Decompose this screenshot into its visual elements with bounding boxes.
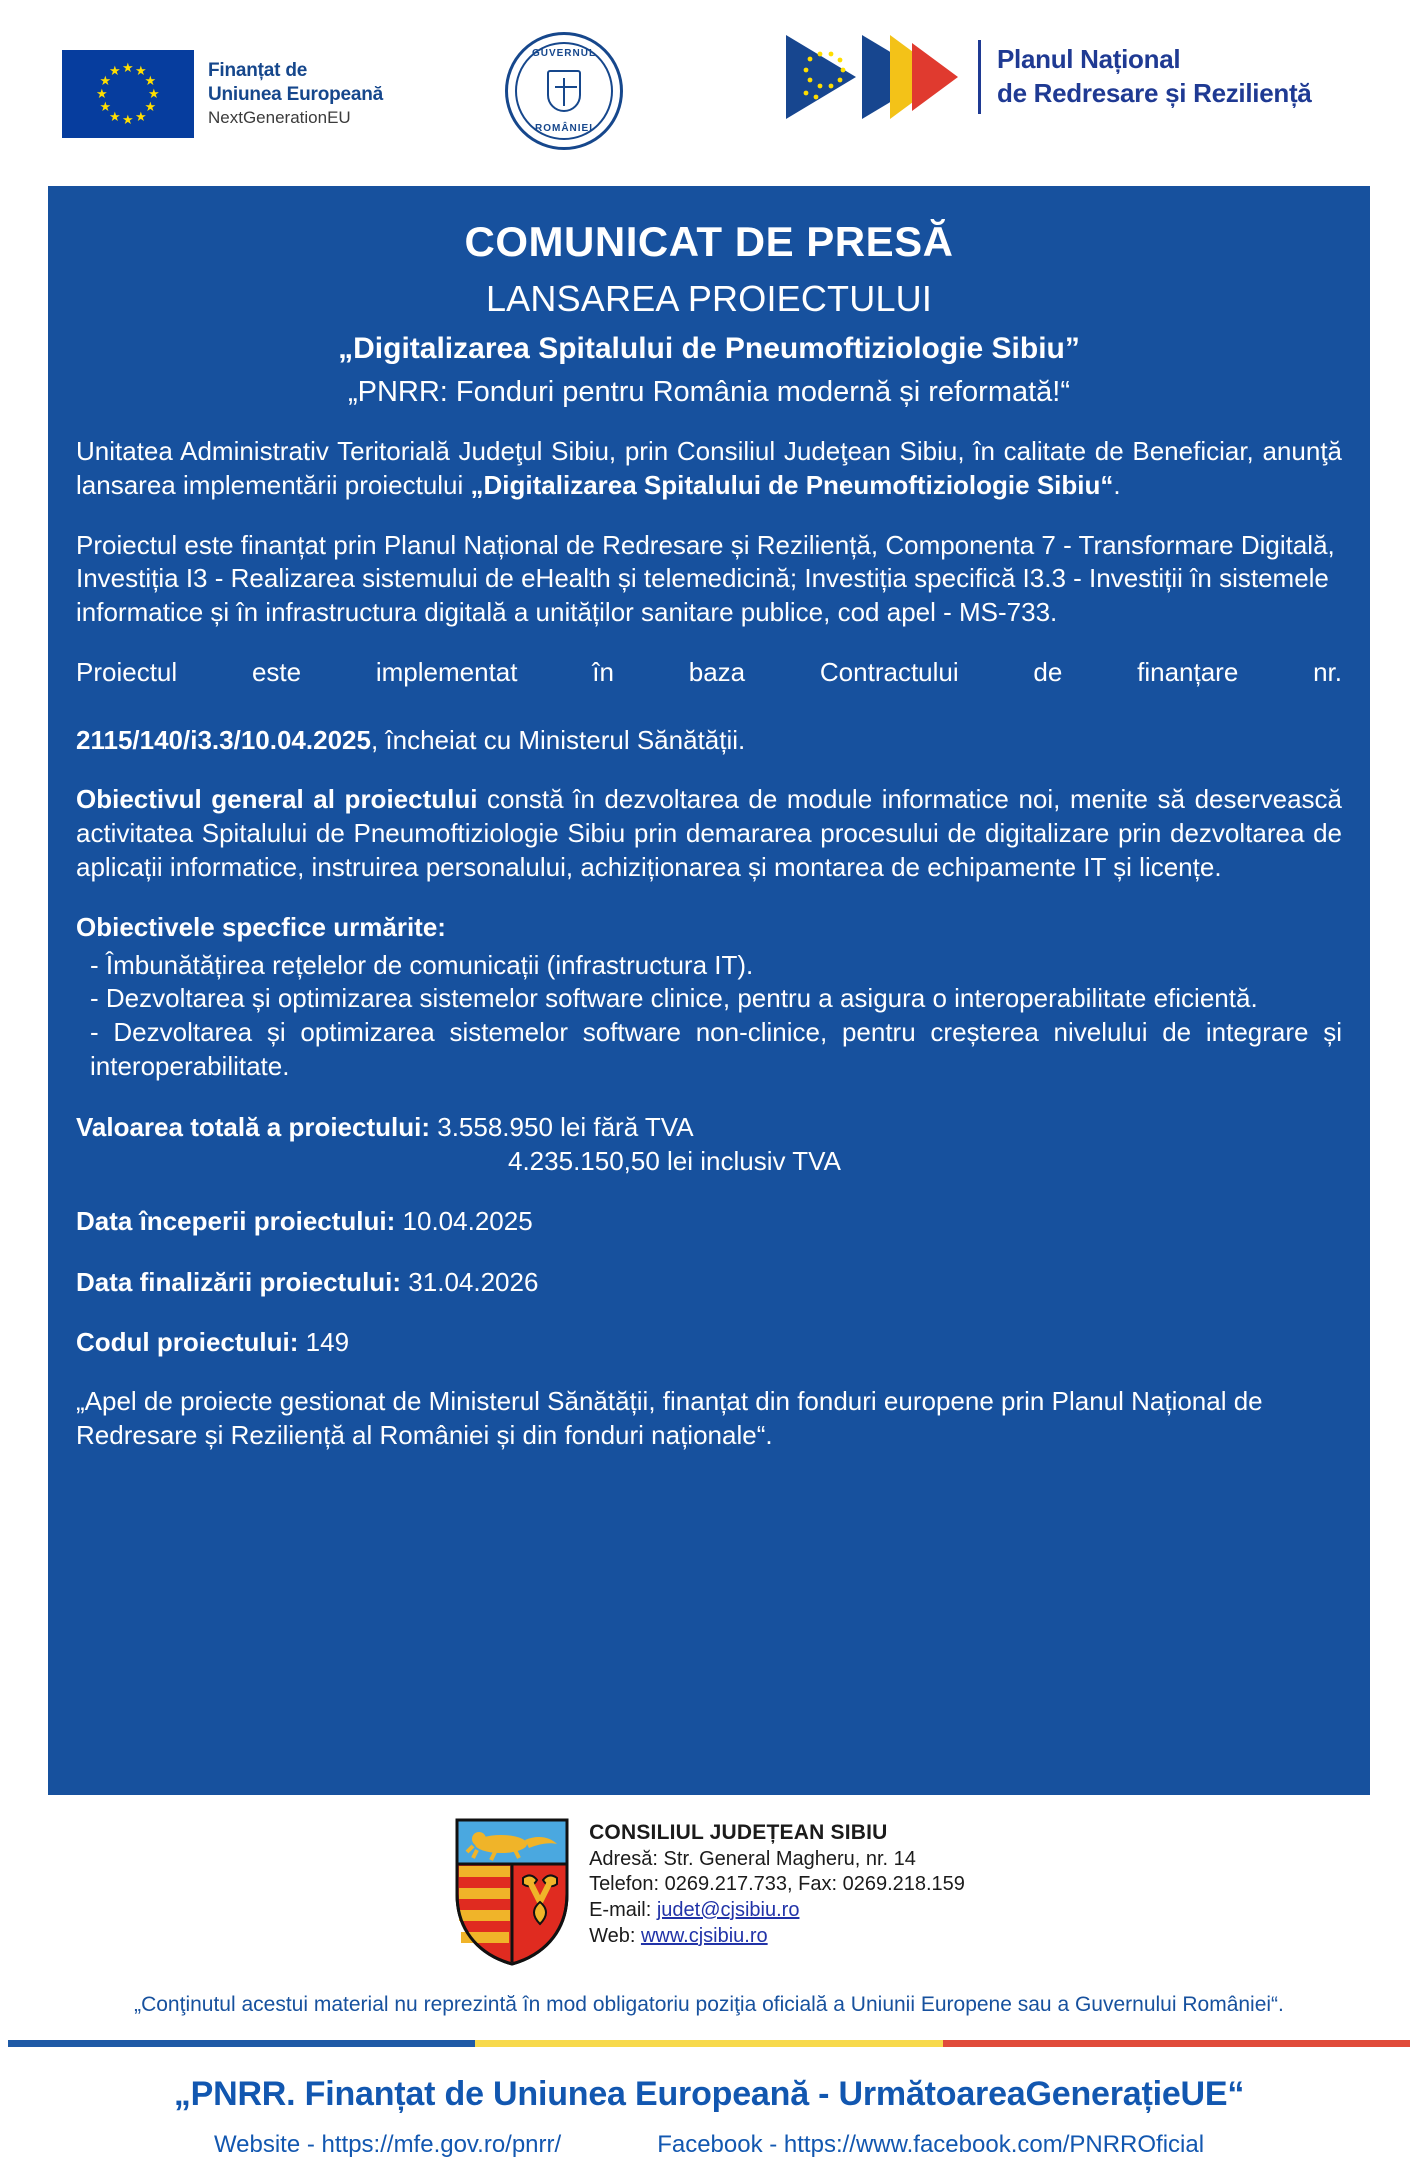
objectives-heading-label: Obiectivele specfice urmărite: bbox=[76, 911, 446, 942]
footer-website-link[interactable]: Website - https://mfe.gov.ro/pnrr/ bbox=[213, 2131, 562, 2158]
eu-star-icon: ★ bbox=[99, 73, 112, 88]
end-date-row bbox=[76, 1265, 1342, 1299]
seal-outer-ring bbox=[505, 32, 623, 150]
paragraph-contract bbox=[76, 656, 1342, 757]
objective-item: - Îmbunătățirea rețelelor de comunicații (infrastructura IT). bbox=[90, 949, 754, 980]
contact-address: Adresă: Str. General Magheru, nr. 14 bbox=[589, 1847, 916, 1870]
objectives-heading bbox=[76, 911, 1342, 945]
paragraph-contract-c: , încheiat cu Ministerul Sănătății. bbox=[370, 724, 746, 755]
end-date-value: 31.04.2026 bbox=[408, 1266, 539, 1297]
contract-number: 2115/140/i3.3/10.04.2025 bbox=[76, 724, 371, 755]
contact-email-label: E-mail: bbox=[589, 1899, 657, 1922]
subtitle-slogan: „PNRR: Fonduri pentru România modernă și reformată!“ bbox=[347, 376, 1071, 408]
paragraph-beneficiary-a: Unitatea Administrativ Teritorială Judeţul Sibiu, prin Consiliul Judeţean Sibiu, în calitate de Beneficiar, anunţă lansarea implementării proiectului bbox=[76, 436, 1342, 500]
subtitle-launch: LANSAREA PROIECTULUI bbox=[485, 278, 933, 319]
pnrr-arrows-icon bbox=[782, 33, 972, 121]
contact-email-link[interactable]: judet@cjsibiu.ro bbox=[656, 1899, 800, 1922]
objective-item: - Dezvoltarea și optimizarea sistemelor software non-clinice, pentru creșterea nivelului de integrare și interoperabilitate. bbox=[90, 1017, 1342, 1081]
eu-logo-line2: Uniunea Europeană bbox=[208, 83, 384, 105]
tricolor-yellow bbox=[475, 2040, 942, 2047]
contact-web-row bbox=[589, 1924, 965, 1950]
footer-title: „PNRR. Finanțat de Uniunea Europeană - UrmătoareaGenerațieUE“ bbox=[173, 2075, 1245, 2113]
project-code-value: 149 bbox=[305, 1327, 350, 1357]
contact-email-row bbox=[589, 1898, 965, 1924]
eu-star-icon: ★ bbox=[109, 63, 121, 79]
start-date-row bbox=[76, 1204, 1342, 1238]
paragraph-beneficiary bbox=[76, 435, 1342, 503]
paragraph-financing: Proiectul este finanțat prin Planul Național de Redresare și Reziliență, Componenta 7 - Transformare Digitală, Investiția I3 - Realizarea sistemului de eHealth și telemedicină; Investiția specifică I3.3 - Investiții în sistemele informatice și în infrastructura digitală a unităților sanitare publice, cod apel - MS-733. bbox=[76, 529, 1335, 628]
paragraph-beneficiary-c: . bbox=[1113, 469, 1121, 500]
coat-of-arms-icon bbox=[547, 70, 581, 112]
eu-flag-icon bbox=[62, 50, 194, 138]
pnrr-logo-line1: Planul Național bbox=[997, 44, 1181, 75]
eu-star-icon: ★ bbox=[99, 99, 112, 114]
general-objective-label: Obiectivul general al proiectului bbox=[76, 784, 478, 815]
pnrr-logo-text bbox=[997, 43, 1311, 111]
objectives-list bbox=[76, 949, 1342, 1084]
project-code-label: Codul proiectului: bbox=[76, 1327, 299, 1357]
eu-star-icon: ★ bbox=[96, 86, 108, 101]
eu-star-icon: ★ bbox=[135, 108, 147, 124]
paragraph-beneficiary-project: „Digitalizarea Spitalului de Pneumoftiziologie Sibiu“ bbox=[470, 469, 1114, 500]
seal-bottom-text: ROMÂNIEI bbox=[535, 123, 593, 134]
pnrr-logo bbox=[782, 33, 1311, 121]
eu-star-icon: ★ bbox=[135, 63, 147, 79]
header-logo-strip bbox=[0, 0, 1418, 178]
general-objective-text: constă în dezvoltarea de module informatice noi, menite să deservească activitatea Spitalului de Pneumoftiziologie Sibiu prin demararea procesului de digitalizare prin dezvoltarea de aplicații informatice, instruirea personalului, achiziționarea și montarea de echipamente IT și licențe. bbox=[76, 784, 1342, 882]
eu-star-icon: ★ bbox=[144, 99, 157, 114]
paragraph-contract-a: Proiectul este implementat în baza Contractului de finanțare nr. bbox=[76, 656, 1342, 687]
tricolor-red bbox=[943, 2040, 1410, 2047]
contact-web-link[interactable]: www.cjsibiu.ro bbox=[640, 1924, 768, 1947]
footer-links bbox=[0, 2131, 1418, 2159]
contact-block bbox=[0, 1816, 1418, 1966]
romanian-tricolor-bar bbox=[8, 2040, 1410, 2047]
pnrr-logo-line2: de Redresare și Reziliență bbox=[997, 78, 1312, 108]
end-date-label: Data finalizării proiectului: bbox=[76, 1266, 402, 1297]
contact-details bbox=[589, 1816, 965, 1949]
eu-star-icon: ★ bbox=[148, 86, 160, 101]
project-code-row bbox=[76, 1325, 1342, 1359]
sibiu-county-crest-icon bbox=[453, 1816, 571, 1966]
contact-web-label: Web: bbox=[589, 1924, 641, 1947]
eu-logo-line3: NextGenerationEU bbox=[208, 107, 351, 127]
eu-logo-text bbox=[208, 59, 383, 128]
pnrr-divider bbox=[978, 40, 981, 114]
footer-facebook-link[interactable]: Facebook - https://www.facebook.com/PNRROficial bbox=[657, 2131, 1205, 2158]
eu-star-icon: ★ bbox=[122, 112, 134, 127]
eu-star-icon: ★ bbox=[144, 73, 157, 88]
romanian-government-seal bbox=[505, 32, 625, 152]
eu-disclaimer: „Conţinutul acestui material nu reprezintă în mod obligatoriu poziţia oficială a Uniunii Europene sau a Guvernului României“. bbox=[134, 1993, 1284, 2016]
page-title: COMUNICAT DE PRESĂ bbox=[464, 218, 954, 265]
start-date-label: Data începerii proiectului: bbox=[76, 1206, 396, 1237]
project-value-with-vat: 4.235.150,50 lei inclusiv TVA bbox=[508, 1146, 841, 1177]
press-release-panel bbox=[48, 186, 1370, 1795]
project-value-without-vat: 3.558.950 lei fără TVA bbox=[437, 1111, 694, 1142]
eu-star-icon: ★ bbox=[109, 108, 121, 124]
eu-star-icon: ★ bbox=[122, 60, 134, 75]
subtitle-project-name: „Digitalizarea Spitalului de Pneumoftiziologie Sibiu” bbox=[338, 332, 1080, 365]
project-value-label: Valoarea totală a proiectului: bbox=[76, 1111, 430, 1142]
project-value-row bbox=[76, 1110, 1342, 1179]
eu-logo-line1: Finanțat de bbox=[208, 60, 308, 82]
tricolor-blue bbox=[8, 2040, 475, 2047]
contact-phone: Telefon: 0269.217.733, Fax: 0269.218.159 bbox=[589, 1873, 965, 1896]
paragraph-closing: „Apel de proiecte gestionat de Ministerul Sănătății, finanțat din fonduri europene prin Planul Național de Redresare și Reziliență al României și din fonduri naționale“. bbox=[76, 1386, 1263, 1451]
objective-item: - Dezvoltarea și optimizarea sistemelor software clinice, pentru a asigura o interoperabilitate eficientă. bbox=[90, 983, 1258, 1014]
start-date-value: 10.04.2025 bbox=[402, 1206, 533, 1237]
paragraph-general-objective bbox=[76, 783, 1342, 884]
seal-top-text: GUVERNUL bbox=[531, 48, 597, 59]
eu-funding-logo bbox=[62, 50, 383, 138]
contact-org-name: CONSILIUL JUDEȚEAN SIBIU bbox=[589, 1821, 888, 1844]
